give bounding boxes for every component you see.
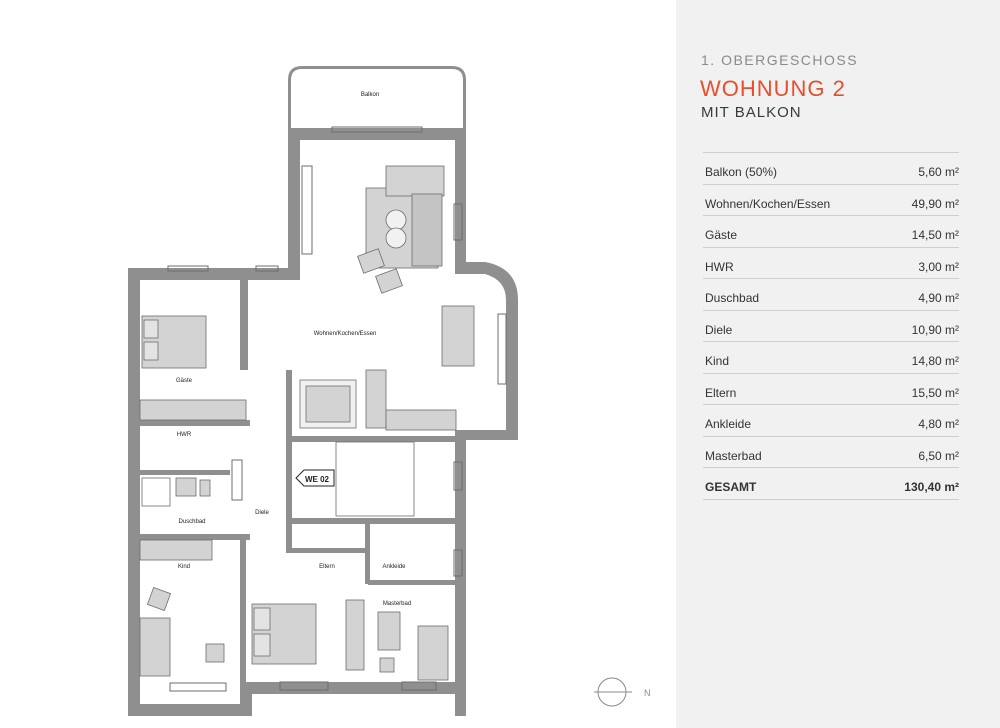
area-value: 14,50 m² — [911, 228, 959, 242]
area-value: 15,50 m² — [911, 385, 959, 400]
area-value: 14,80 m² — [911, 354, 959, 368]
area-name: Diele — [705, 322, 733, 337]
area-name: Kind — [705, 354, 730, 368]
area-total-value: 130,40 m² — [904, 480, 959, 494]
floor-label: 1. OBERGESCHOSS — [701, 52, 859, 68]
room-label-diele: Diele — [255, 510, 269, 516]
area-row — [703, 215, 959, 247]
area-value: 4,90 m² — [918, 291, 959, 305]
area-value: 4,80 m² — [918, 417, 959, 431]
area-table — [703, 152, 959, 500]
room-label-kind: Kind — [177, 564, 191, 570]
area-row — [703, 404, 959, 436]
area-value: 3,00 m² — [918, 259, 959, 274]
area-value: 49,90 m² — [911, 196, 959, 211]
room-label-eltern: Eltern — [319, 564, 335, 570]
room-label-gaeste: Gäste — [175, 378, 193, 384]
info-panel — [676, 0, 1000, 728]
area-row — [703, 152, 959, 184]
area-name: Duschbad — [705, 291, 760, 305]
area-name: Masterbad — [705, 448, 762, 463]
area-name: Ankleide — [705, 417, 752, 431]
area-row — [703, 436, 959, 468]
room-label-masterbad: Masterbad — [382, 601, 412, 607]
area-row — [703, 373, 959, 405]
area-row — [703, 247, 959, 279]
area-name: Eltern — [705, 385, 737, 400]
area-name: Wohnen/Kochen/Essen — [705, 196, 831, 211]
room-label-duschbad: Duschbad — [178, 519, 206, 525]
compass — [594, 678, 632, 706]
area-name: HWR — [705, 259, 734, 274]
compass-label: N — [644, 688, 651, 698]
area-name: Gäste — [705, 228, 738, 242]
area-value: 5,60 m² — [918, 165, 959, 179]
unit-title: WOHNUNG 2 — [700, 76, 846, 101]
room-label-wohnen: Wohnen/Kochen/Essen — [313, 331, 377, 337]
area-row — [703, 341, 959, 373]
area-value: 6,50 m² — [918, 448, 959, 463]
area-row — [703, 278, 959, 310]
room-label-hwr: HWR — [176, 432, 192, 438]
unit-tag — [296, 470, 334, 486]
room-label-ankleide: Ankleide — [382, 564, 406, 570]
area-row — [703, 310, 959, 342]
area-total-row — [703, 467, 959, 500]
unit-tag-label: WE 02 — [305, 475, 330, 484]
area-total-label: GESAMT — [705, 480, 757, 494]
area-row — [703, 184, 959, 216]
unit-subtitle: MIT BALKON — [701, 104, 802, 121]
area-name: Balkon (50%) — [705, 165, 778, 179]
room-label-balkon: Balkon — [360, 92, 380, 98]
area-value: 10,90 m² — [911, 322, 959, 337]
